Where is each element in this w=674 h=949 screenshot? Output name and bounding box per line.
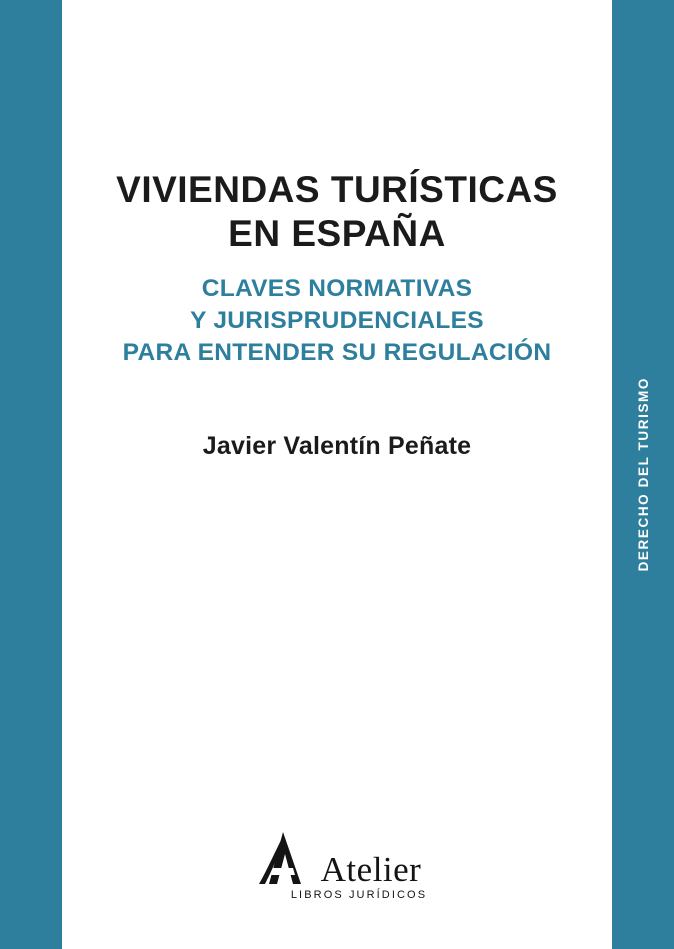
series-label-text: DERECHO DEL TURISMO: [635, 377, 651, 572]
subtitle-line-3: PARA ENTENDER SU REGULACIÓN: [122, 339, 552, 366]
title-line-1: VIVIENDAS TURÍSTICAS: [116, 169, 558, 210]
series-label: [612, 0, 674, 949]
author-name: Javier Valentín Peñate: [202, 432, 472, 460]
left-accent-band: [0, 0, 62, 949]
publisher-tagline: LIBROS JURÍDICOS: [290, 889, 428, 901]
subtitle-line-1: CLAVES NORMATIVAS: [201, 275, 473, 303]
cover-content: [62, 0, 612, 949]
publisher-name: Atelier: [320, 849, 422, 889]
title-block: [62, 168, 612, 369]
title-line-2: EN ESPAÑA: [228, 212, 446, 254]
subtitle-line-2: Y JURISPRUDENCIALES: [190, 307, 484, 335]
publisher-logo: [62, 830, 612, 901]
atelier-a-mark-icon: [253, 830, 315, 886]
page-title: [86, 168, 588, 255]
page-subtitle: [86, 273, 588, 369]
publisher-logo-row: [253, 830, 422, 889]
